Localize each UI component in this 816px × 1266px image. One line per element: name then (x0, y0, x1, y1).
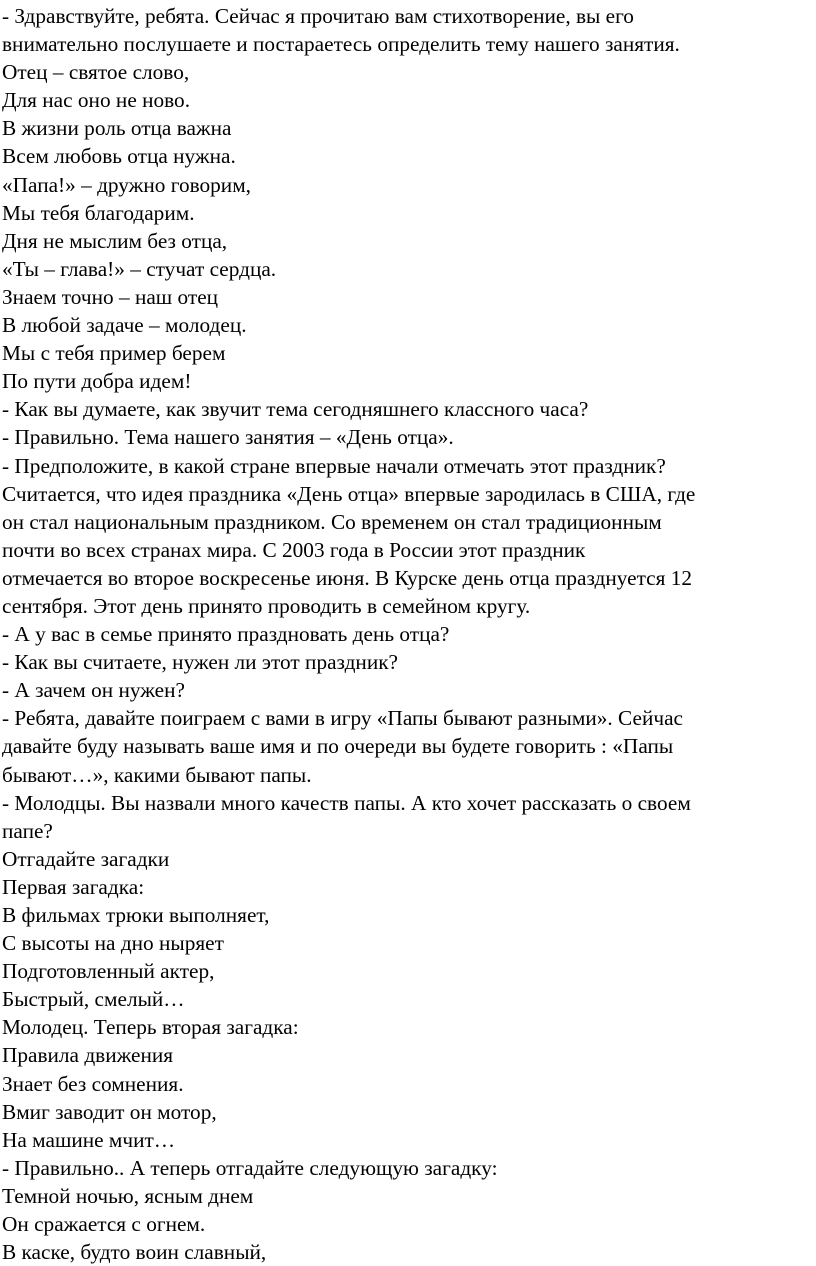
riddle-line: Правила движения (2, 1043, 174, 1068)
poem-line: Для нас оно не ново. (2, 88, 191, 113)
text-line: внимательно послушаете и постараетесь определить тему нашего занятия. (2, 32, 680, 57)
text-line: почти во всех странах мира. С 2003 года в России этот праздник (2, 537, 586, 562)
riddle-line: На машине мчит… (2, 1127, 176, 1152)
text-line: сентября. Этот день принято проводить в семейном кругу. (2, 593, 531, 618)
poem-line: Всем любовь отца нужна. (2, 144, 236, 169)
poem-line: «Папа!» – дружно говорим, (2, 172, 252, 197)
poem-line: Знаем точно – наш отец (2, 284, 219, 309)
text-line: - Как вы думаете, как звучит тема сегодняшнего классного часа? (2, 397, 589, 422)
text-line: - Молодцы. Вы назвали много качеств папы. А кто хочет рассказать о своем (2, 790, 691, 815)
riddle-line: В каске, будто воин славный, (2, 1240, 267, 1265)
text-line: - А у вас в семье принято праздновать день отца? (2, 622, 450, 647)
poem-line: Мы с тебя пример берем (2, 341, 226, 366)
poem-line: В жизни роль отца важна (2, 116, 232, 141)
riddle-line: Вмиг заводит он мотор, (2, 1099, 217, 1124)
riddle-line: Быстрый, смелый… (2, 987, 185, 1012)
text-line: Первая загадка: (2, 874, 145, 899)
text-line: бывают…», какими бывают папы. (2, 762, 312, 787)
text-line: - Правильно. Тема нашего занятия – «День отца». (2, 425, 454, 450)
poem-line: «Ты – глава!» – стучат сердца. (2, 256, 277, 281)
text-line: - Предположите, в какой стране впервые начали отмечать этот праздник? (2, 453, 666, 478)
riddle-line: В фильмах трюки выполняет, (2, 903, 270, 927)
poem-line: В любой задаче – молодец. (2, 313, 247, 338)
text-line: он стал национальным праздником. Со временем он стал традиционным (2, 509, 662, 534)
text-line: - А зачем он нужен? (2, 678, 185, 703)
text-line: - Ребята, давайте поиграем с вами в игру «Папы бывают разными». Сейчас (2, 706, 683, 731)
text-line: давайте буду называть ваше имя и по очереди вы будете говорить : «Папы (2, 734, 674, 759)
text-line: Считается, что идея праздника «День отца» впервые зародилась в США, где (2, 481, 696, 506)
poem-line: Дня не мыслим без отца, (2, 228, 228, 253)
text-line: Молодец. Теперь вторая загадка: (2, 1015, 299, 1040)
text-line: папе? (2, 818, 53, 843)
riddle-line: Подготовленный актер, (2, 959, 215, 984)
text-line: - Правильно.. А теперь отгадайте следующую загадку: (2, 1155, 498, 1180)
riddle-line: С высоты на дно ныряет (2, 931, 224, 956)
poem-line: Мы тебя благодарим. (2, 200, 195, 225)
text-line: Отгадайте загадки (2, 846, 170, 871)
poem-line: По пути добра идем! (2, 369, 192, 394)
riddle-line: Он сражается с огнем. (2, 1212, 206, 1237)
text-line: отмечается во второе воскресенье июня. В Курске день отца празднуется 12 (2, 565, 693, 590)
riddle-line: Знает без сомнения. (2, 1071, 184, 1096)
riddle-line: Темной ночью, ясным днем (2, 1183, 254, 1208)
poem-line: Отец – святое слово, (2, 60, 190, 85)
text-line: - Здравствуйте, ребята. Сейчас я прочитаю вам стихотворение, вы его (2, 4, 634, 28)
text-line: - Как вы считаете, нужен ли этот праздник? (2, 650, 399, 675)
